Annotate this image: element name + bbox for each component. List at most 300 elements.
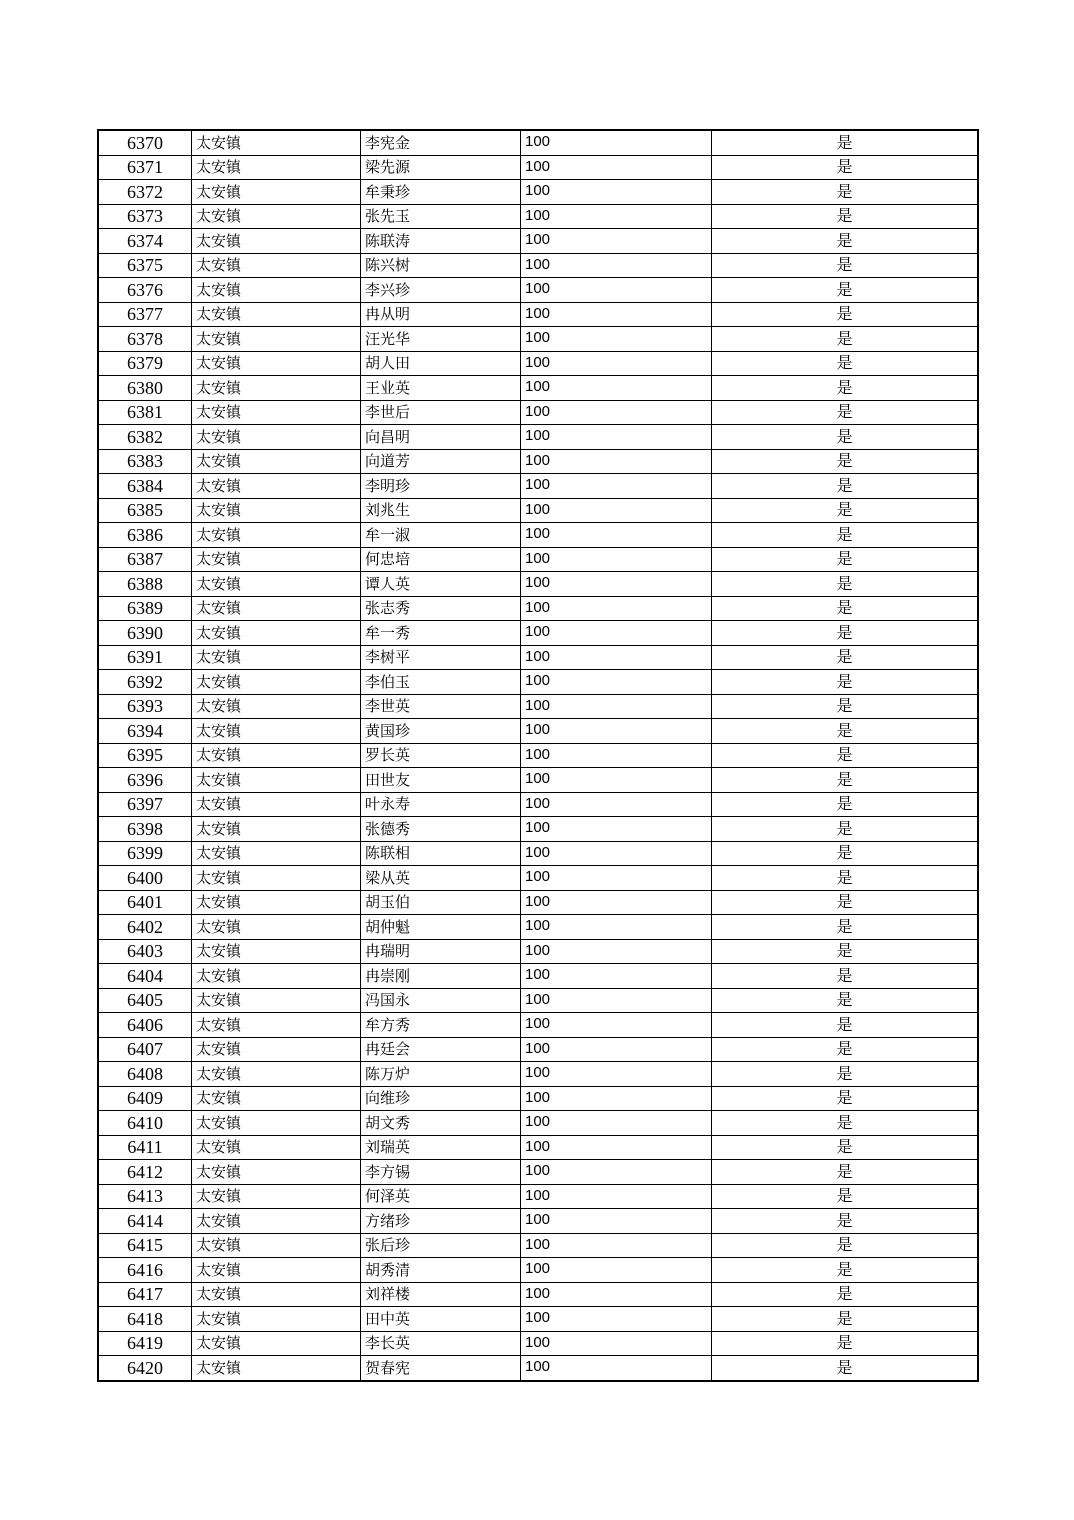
person-name-cell: 李方锡 bbox=[361, 1160, 521, 1185]
row-number-cell: 6415 bbox=[98, 1233, 192, 1258]
row-number-cell: 6419 bbox=[98, 1331, 192, 1356]
person-name-cell: 冉廷会 bbox=[361, 1037, 521, 1062]
table-row bbox=[98, 645, 978, 670]
amount-cell: 100 bbox=[521, 376, 712, 401]
table-row bbox=[98, 694, 978, 719]
row-number-cell: 6391 bbox=[98, 645, 192, 670]
status-cell: 是 bbox=[712, 1184, 979, 1209]
person-name-cell: 叶永寿 bbox=[361, 792, 521, 817]
person-name-cell: 罗长英 bbox=[361, 743, 521, 768]
table-row bbox=[98, 768, 978, 793]
town-cell: 太安镇 bbox=[192, 817, 361, 842]
town-cell: 太安镇 bbox=[192, 253, 361, 278]
town-cell: 太安镇 bbox=[192, 792, 361, 817]
person-name-cell: 刘祥楼 bbox=[361, 1282, 521, 1307]
table-row bbox=[98, 670, 978, 695]
status-cell: 是 bbox=[712, 523, 979, 548]
status-cell: 是 bbox=[712, 841, 979, 866]
status-cell: 是 bbox=[712, 425, 979, 450]
amount-cell: 100 bbox=[521, 572, 712, 597]
row-number-cell: 6379 bbox=[98, 351, 192, 376]
status-cell: 是 bbox=[712, 768, 979, 793]
town-cell: 太安镇 bbox=[192, 1184, 361, 1209]
row-number-cell: 6411 bbox=[98, 1135, 192, 1160]
person-name-cell: 陈兴树 bbox=[361, 253, 521, 278]
person-name-cell: 黄国珍 bbox=[361, 719, 521, 744]
row-number-cell: 6390 bbox=[98, 621, 192, 646]
town-cell: 太安镇 bbox=[192, 1331, 361, 1356]
amount-cell: 100 bbox=[521, 988, 712, 1013]
town-cell: 太安镇 bbox=[192, 155, 361, 180]
row-number-cell: 6370 bbox=[98, 130, 192, 155]
town-cell: 太安镇 bbox=[192, 523, 361, 548]
amount-cell: 100 bbox=[521, 1013, 712, 1038]
person-name-cell: 王业英 bbox=[361, 376, 521, 401]
amount-cell: 100 bbox=[521, 1209, 712, 1234]
amount-cell: 100 bbox=[521, 670, 712, 695]
amount-cell: 100 bbox=[521, 130, 712, 155]
status-cell: 是 bbox=[712, 547, 979, 572]
status-cell: 是 bbox=[712, 1013, 979, 1038]
town-cell: 太安镇 bbox=[192, 572, 361, 597]
amount-cell: 100 bbox=[521, 1356, 712, 1381]
status-cell: 是 bbox=[712, 1160, 979, 1185]
amount-cell: 100 bbox=[521, 1037, 712, 1062]
person-name-cell: 李长英 bbox=[361, 1331, 521, 1356]
amount-cell: 100 bbox=[521, 1111, 712, 1136]
row-number-cell: 6377 bbox=[98, 302, 192, 327]
person-name-cell: 向昌明 bbox=[361, 425, 521, 450]
amount-cell: 100 bbox=[521, 498, 712, 523]
town-cell: 太安镇 bbox=[192, 621, 361, 646]
table-row bbox=[98, 155, 978, 180]
status-cell: 是 bbox=[712, 817, 979, 842]
amount-cell: 100 bbox=[521, 278, 712, 303]
town-cell: 太安镇 bbox=[192, 180, 361, 205]
person-name-cell: 牟一秀 bbox=[361, 621, 521, 646]
person-name-cell: 李树平 bbox=[361, 645, 521, 670]
data-table bbox=[97, 129, 979, 1382]
town-cell: 太安镇 bbox=[192, 915, 361, 940]
row-number-cell: 6381 bbox=[98, 400, 192, 425]
amount-cell: 100 bbox=[521, 596, 712, 621]
amount-cell: 100 bbox=[521, 1258, 712, 1283]
table-row bbox=[98, 498, 978, 523]
amount-cell: 100 bbox=[521, 1160, 712, 1185]
town-cell: 太安镇 bbox=[192, 719, 361, 744]
table-row bbox=[98, 523, 978, 548]
town-cell: 太安镇 bbox=[192, 1111, 361, 1136]
row-number-cell: 6399 bbox=[98, 841, 192, 866]
table-row bbox=[98, 1233, 978, 1258]
person-name-cell: 陈联涛 bbox=[361, 229, 521, 254]
person-name-cell: 向道芳 bbox=[361, 449, 521, 474]
table-row bbox=[98, 425, 978, 450]
table-row bbox=[98, 964, 978, 989]
amount-cell: 100 bbox=[521, 523, 712, 548]
row-number-cell: 6416 bbox=[98, 1258, 192, 1283]
status-cell: 是 bbox=[712, 1356, 979, 1381]
town-cell: 太安镇 bbox=[192, 1282, 361, 1307]
table-row bbox=[98, 229, 978, 254]
town-cell: 太安镇 bbox=[192, 302, 361, 327]
town-cell: 太安镇 bbox=[192, 1086, 361, 1111]
row-number-cell: 6380 bbox=[98, 376, 192, 401]
person-name-cell: 冯国永 bbox=[361, 988, 521, 1013]
table-body bbox=[98, 130, 978, 1381]
status-cell: 是 bbox=[712, 498, 979, 523]
row-number-cell: 6406 bbox=[98, 1013, 192, 1038]
status-cell: 是 bbox=[712, 229, 979, 254]
table-row bbox=[98, 866, 978, 891]
amount-cell: 100 bbox=[521, 327, 712, 352]
status-cell: 是 bbox=[712, 694, 979, 719]
table-row bbox=[98, 180, 978, 205]
amount-cell: 100 bbox=[521, 866, 712, 891]
amount-cell: 100 bbox=[521, 890, 712, 915]
row-number-cell: 6376 bbox=[98, 278, 192, 303]
table-row bbox=[98, 1307, 978, 1332]
row-number-cell: 6420 bbox=[98, 1356, 192, 1381]
table-row bbox=[98, 1111, 978, 1136]
row-number-cell: 6393 bbox=[98, 694, 192, 719]
person-name-cell: 方绪珍 bbox=[361, 1209, 521, 1234]
town-cell: 太安镇 bbox=[192, 1160, 361, 1185]
person-name-cell: 冉崇刚 bbox=[361, 964, 521, 989]
amount-cell: 100 bbox=[521, 841, 712, 866]
amount-cell: 100 bbox=[521, 743, 712, 768]
table-row bbox=[98, 1013, 978, 1038]
person-name-cell: 贺春宪 bbox=[361, 1356, 521, 1381]
town-cell: 太安镇 bbox=[192, 1209, 361, 1234]
person-name-cell: 刘兆生 bbox=[361, 498, 521, 523]
status-cell: 是 bbox=[712, 621, 979, 646]
table-row bbox=[98, 130, 978, 155]
town-cell: 太安镇 bbox=[192, 229, 361, 254]
town-cell: 太安镇 bbox=[192, 1013, 361, 1038]
status-cell: 是 bbox=[712, 204, 979, 229]
table-row bbox=[98, 572, 978, 597]
person-name-cell: 胡人田 bbox=[361, 351, 521, 376]
town-cell: 太安镇 bbox=[192, 964, 361, 989]
status-cell: 是 bbox=[712, 327, 979, 352]
row-number-cell: 6378 bbox=[98, 327, 192, 352]
person-name-cell: 胡文秀 bbox=[361, 1111, 521, 1136]
amount-cell: 100 bbox=[521, 204, 712, 229]
row-number-cell: 6398 bbox=[98, 817, 192, 842]
row-number-cell: 6382 bbox=[98, 425, 192, 450]
person-name-cell: 何泽英 bbox=[361, 1184, 521, 1209]
person-name-cell: 胡秀清 bbox=[361, 1258, 521, 1283]
status-cell: 是 bbox=[712, 1331, 979, 1356]
status-cell: 是 bbox=[712, 572, 979, 597]
town-cell: 太安镇 bbox=[192, 425, 361, 450]
town-cell: 太安镇 bbox=[192, 1356, 361, 1381]
town-cell: 太安镇 bbox=[192, 449, 361, 474]
row-number-cell: 6405 bbox=[98, 988, 192, 1013]
town-cell: 太安镇 bbox=[192, 743, 361, 768]
table-row bbox=[98, 719, 978, 744]
person-name-cell: 汪光华 bbox=[361, 327, 521, 352]
person-name-cell: 李兴珍 bbox=[361, 278, 521, 303]
table-row bbox=[98, 1086, 978, 1111]
amount-cell: 100 bbox=[521, 964, 712, 989]
table-row bbox=[98, 596, 978, 621]
amount-cell: 100 bbox=[521, 694, 712, 719]
table-row bbox=[98, 743, 978, 768]
person-name-cell: 李宪金 bbox=[361, 130, 521, 155]
amount-cell: 100 bbox=[521, 817, 712, 842]
town-cell: 太安镇 bbox=[192, 1037, 361, 1062]
amount-cell: 100 bbox=[521, 302, 712, 327]
status-cell: 是 bbox=[712, 1086, 979, 1111]
person-name-cell: 田中英 bbox=[361, 1307, 521, 1332]
row-number-cell: 6388 bbox=[98, 572, 192, 597]
table-row bbox=[98, 204, 978, 229]
person-name-cell: 梁先源 bbox=[361, 155, 521, 180]
row-number-cell: 6418 bbox=[98, 1307, 192, 1332]
amount-cell: 100 bbox=[521, 1307, 712, 1332]
status-cell: 是 bbox=[712, 1233, 979, 1258]
person-name-cell: 梁从英 bbox=[361, 866, 521, 891]
person-name-cell: 何忠培 bbox=[361, 547, 521, 572]
table-row bbox=[98, 449, 978, 474]
person-name-cell: 陈联相 bbox=[361, 841, 521, 866]
amount-cell: 100 bbox=[521, 474, 712, 499]
amount-cell: 100 bbox=[521, 547, 712, 572]
table-row bbox=[98, 890, 978, 915]
town-cell: 太安镇 bbox=[192, 474, 361, 499]
status-cell: 是 bbox=[712, 866, 979, 891]
status-cell: 是 bbox=[712, 1307, 979, 1332]
row-number-cell: 6403 bbox=[98, 939, 192, 964]
row-number-cell: 6404 bbox=[98, 964, 192, 989]
row-number-cell: 6372 bbox=[98, 180, 192, 205]
table-row bbox=[98, 400, 978, 425]
town-cell: 太安镇 bbox=[192, 130, 361, 155]
amount-cell: 100 bbox=[521, 768, 712, 793]
person-name-cell: 胡玉伯 bbox=[361, 890, 521, 915]
row-number-cell: 6410 bbox=[98, 1111, 192, 1136]
person-name-cell: 张德秀 bbox=[361, 817, 521, 842]
amount-cell: 100 bbox=[521, 449, 712, 474]
status-cell: 是 bbox=[712, 792, 979, 817]
table-row bbox=[98, 253, 978, 278]
table-row bbox=[98, 327, 978, 352]
town-cell: 太安镇 bbox=[192, 645, 361, 670]
status-cell: 是 bbox=[712, 719, 979, 744]
status-cell: 是 bbox=[712, 1209, 979, 1234]
town-cell: 太安镇 bbox=[192, 1258, 361, 1283]
town-cell: 太安镇 bbox=[192, 890, 361, 915]
town-cell: 太安镇 bbox=[192, 841, 361, 866]
row-number-cell: 6385 bbox=[98, 498, 192, 523]
person-name-cell: 牟秉珍 bbox=[361, 180, 521, 205]
row-number-cell: 6395 bbox=[98, 743, 192, 768]
town-cell: 太安镇 bbox=[192, 1233, 361, 1258]
person-name-cell: 陈万炉 bbox=[361, 1062, 521, 1087]
row-number-cell: 6408 bbox=[98, 1062, 192, 1087]
table-row bbox=[98, 792, 978, 817]
table-row bbox=[98, 1037, 978, 1062]
table-row bbox=[98, 1258, 978, 1283]
town-cell: 太安镇 bbox=[192, 376, 361, 401]
status-cell: 是 bbox=[712, 596, 979, 621]
row-number-cell: 6392 bbox=[98, 670, 192, 695]
amount-cell: 100 bbox=[521, 939, 712, 964]
amount-cell: 100 bbox=[521, 1135, 712, 1160]
town-cell: 太安镇 bbox=[192, 988, 361, 1013]
status-cell: 是 bbox=[712, 1037, 979, 1062]
row-number-cell: 6383 bbox=[98, 449, 192, 474]
town-cell: 太安镇 bbox=[192, 866, 361, 891]
table-row bbox=[98, 841, 978, 866]
town-cell: 太安镇 bbox=[192, 327, 361, 352]
town-cell: 太安镇 bbox=[192, 694, 361, 719]
table-row bbox=[98, 1282, 978, 1307]
table-row bbox=[98, 915, 978, 940]
amount-cell: 100 bbox=[521, 1062, 712, 1087]
status-cell: 是 bbox=[712, 645, 979, 670]
person-name-cell: 刘瑞英 bbox=[361, 1135, 521, 1160]
amount-cell: 100 bbox=[521, 719, 712, 744]
town-cell: 太安镇 bbox=[192, 204, 361, 229]
status-cell: 是 bbox=[712, 670, 979, 695]
town-cell: 太安镇 bbox=[192, 768, 361, 793]
status-cell: 是 bbox=[712, 890, 979, 915]
table-row bbox=[98, 547, 978, 572]
status-cell: 是 bbox=[712, 474, 979, 499]
table-row bbox=[98, 278, 978, 303]
table-row bbox=[98, 1135, 978, 1160]
amount-cell: 100 bbox=[521, 180, 712, 205]
amount-cell: 100 bbox=[521, 1331, 712, 1356]
status-cell: 是 bbox=[712, 964, 979, 989]
table-row bbox=[98, 939, 978, 964]
status-cell: 是 bbox=[712, 253, 979, 278]
amount-cell: 100 bbox=[521, 1282, 712, 1307]
status-cell: 是 bbox=[712, 130, 979, 155]
row-number-cell: 6375 bbox=[98, 253, 192, 278]
amount-cell: 100 bbox=[521, 1086, 712, 1111]
town-cell: 太安镇 bbox=[192, 1062, 361, 1087]
row-number-cell: 6394 bbox=[98, 719, 192, 744]
person-name-cell: 张先玉 bbox=[361, 204, 521, 229]
row-number-cell: 6386 bbox=[98, 523, 192, 548]
row-number-cell: 6384 bbox=[98, 474, 192, 499]
amount-cell: 100 bbox=[521, 1184, 712, 1209]
table-row bbox=[98, 1331, 978, 1356]
person-name-cell: 张志秀 bbox=[361, 596, 521, 621]
person-name-cell: 冉从明 bbox=[361, 302, 521, 327]
row-number-cell: 6373 bbox=[98, 204, 192, 229]
row-number-cell: 6387 bbox=[98, 547, 192, 572]
town-cell: 太安镇 bbox=[192, 1135, 361, 1160]
town-cell: 太安镇 bbox=[192, 400, 361, 425]
amount-cell: 100 bbox=[521, 915, 712, 940]
row-number-cell: 6389 bbox=[98, 596, 192, 621]
person-name-cell: 田世友 bbox=[361, 768, 521, 793]
row-number-cell: 6401 bbox=[98, 890, 192, 915]
row-number-cell: 6396 bbox=[98, 768, 192, 793]
row-number-cell: 6417 bbox=[98, 1282, 192, 1307]
table-row bbox=[98, 1356, 978, 1381]
town-cell: 太安镇 bbox=[192, 1307, 361, 1332]
status-cell: 是 bbox=[712, 400, 979, 425]
person-name-cell: 李世后 bbox=[361, 400, 521, 425]
row-number-cell: 6397 bbox=[98, 792, 192, 817]
person-name-cell: 牟一淑 bbox=[361, 523, 521, 548]
amount-cell: 100 bbox=[521, 351, 712, 376]
town-cell: 太安镇 bbox=[192, 278, 361, 303]
person-name-cell: 李世英 bbox=[361, 694, 521, 719]
status-cell: 是 bbox=[712, 376, 979, 401]
row-number-cell: 6374 bbox=[98, 229, 192, 254]
town-cell: 太安镇 bbox=[192, 670, 361, 695]
town-cell: 太安镇 bbox=[192, 351, 361, 376]
status-cell: 是 bbox=[712, 939, 979, 964]
row-number-cell: 6412 bbox=[98, 1160, 192, 1185]
status-cell: 是 bbox=[712, 1111, 979, 1136]
table-row bbox=[98, 621, 978, 646]
row-number-cell: 6413 bbox=[98, 1184, 192, 1209]
table-row bbox=[98, 1209, 978, 1234]
amount-cell: 100 bbox=[521, 229, 712, 254]
row-number-cell: 6409 bbox=[98, 1086, 192, 1111]
amount-cell: 100 bbox=[521, 792, 712, 817]
row-number-cell: 6414 bbox=[98, 1209, 192, 1234]
person-name-cell: 胡仲魁 bbox=[361, 915, 521, 940]
amount-cell: 100 bbox=[521, 253, 712, 278]
status-cell: 是 bbox=[712, 302, 979, 327]
row-number-cell: 6402 bbox=[98, 915, 192, 940]
table-row bbox=[98, 351, 978, 376]
amount-cell: 100 bbox=[521, 645, 712, 670]
town-cell: 太安镇 bbox=[192, 596, 361, 621]
status-cell: 是 bbox=[712, 278, 979, 303]
table-row bbox=[98, 376, 978, 401]
status-cell: 是 bbox=[712, 915, 979, 940]
table-row bbox=[98, 302, 978, 327]
town-cell: 太安镇 bbox=[192, 498, 361, 523]
person-name-cell: 冉瑞明 bbox=[361, 939, 521, 964]
table-row bbox=[98, 1062, 978, 1087]
row-number-cell: 6371 bbox=[98, 155, 192, 180]
amount-cell: 100 bbox=[521, 425, 712, 450]
status-cell: 是 bbox=[712, 180, 979, 205]
table-row bbox=[98, 1160, 978, 1185]
status-cell: 是 bbox=[712, 351, 979, 376]
table-row bbox=[98, 817, 978, 842]
person-name-cell: 张后珍 bbox=[361, 1233, 521, 1258]
person-name-cell: 向维珍 bbox=[361, 1086, 521, 1111]
person-name-cell: 李明珍 bbox=[361, 474, 521, 499]
amount-cell: 100 bbox=[521, 400, 712, 425]
row-number-cell: 6407 bbox=[98, 1037, 192, 1062]
status-cell: 是 bbox=[712, 1135, 979, 1160]
person-name-cell: 李伯玉 bbox=[361, 670, 521, 695]
status-cell: 是 bbox=[712, 988, 979, 1013]
person-name-cell: 谭人英 bbox=[361, 572, 521, 597]
amount-cell: 100 bbox=[521, 155, 712, 180]
status-cell: 是 bbox=[712, 743, 979, 768]
status-cell: 是 bbox=[712, 1282, 979, 1307]
person-name-cell: 牟方秀 bbox=[361, 1013, 521, 1038]
amount-cell: 100 bbox=[521, 1233, 712, 1258]
table-row bbox=[98, 474, 978, 499]
table-row bbox=[98, 988, 978, 1013]
town-cell: 太安镇 bbox=[192, 939, 361, 964]
